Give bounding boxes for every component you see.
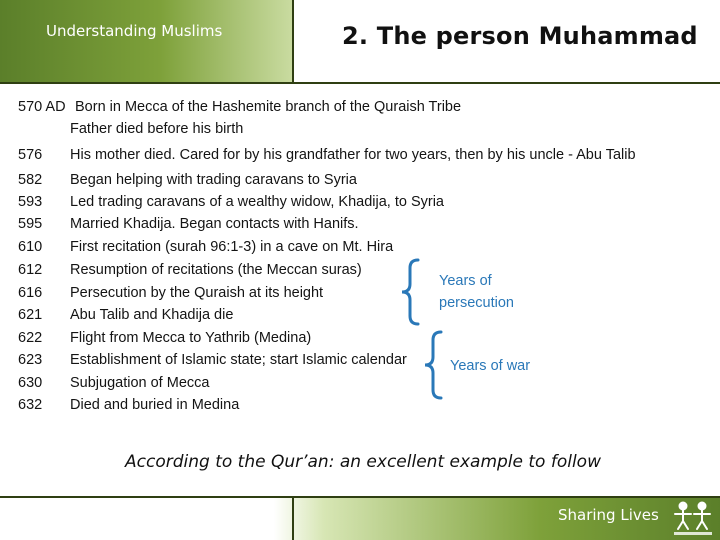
timeline-year: 621	[18, 307, 43, 323]
footer-divider	[292, 498, 294, 540]
timeline-year: 630	[18, 375, 43, 391]
timeline-year: 632	[18, 397, 43, 413]
war-brace-icon	[421, 330, 447, 400]
persecution-label-line1: Years of	[439, 273, 492, 289]
timeline-event: Abu Talib and Khadija die	[70, 307, 234, 323]
timeline-year: 593	[18, 194, 43, 210]
timeline-year: 612	[18, 262, 43, 278]
persecution-label-line2: persecution	[439, 295, 514, 311]
course-title: Understanding Muslims	[46, 22, 223, 40]
timeline-event: Establishment of Islamic state; start Islamic calendar	[70, 352, 407, 368]
timeline-event: Led trading caravans of a wealthy widow, Khadija, to Syria	[70, 194, 444, 210]
timeline-event: Subjugation of Mecca	[70, 375, 210, 391]
header-banner	[0, 0, 292, 82]
header-rule	[0, 82, 720, 84]
war-label: Years of war	[450, 358, 531, 374]
timeline-year: 610	[18, 239, 43, 255]
timeline-year: 616	[18, 285, 43, 301]
timeline-event: Born in Mecca of the Hashemite branch of the Quraish Tribe	[75, 99, 462, 115]
timeline-event: Married Khadija. Began contacts with Hanifs.	[70, 216, 359, 232]
timeline-event: First recitation (surah 96:1-3) in a cave on Mt. Hira	[70, 239, 394, 255]
timeline-year: 582	[18, 172, 43, 188]
timeline-year: 623	[18, 352, 43, 368]
timeline-year: 595	[18, 216, 43, 232]
timeline-event: His mother died. Cared for by his grandfather for two years, then by his uncle - Abu Talib	[70, 147, 636, 163]
persecution-brace-icon	[398, 258, 424, 326]
timeline-event: Father died before his birth	[70, 121, 244, 137]
timeline-year: 576	[18, 147, 43, 163]
timeline-event: Persecution by the Quraish at its height	[70, 285, 324, 301]
stick-figures-logo-icon	[670, 500, 716, 538]
timeline-event: Flight from Mecca to Yathrib (Medina)	[70, 330, 312, 346]
timeline-year: 622	[18, 330, 43, 346]
timeline-event: Died and buried in Medina	[70, 397, 240, 413]
timeline-event: Resumption of recitations (the Meccan suras)	[70, 262, 362, 278]
page-title: 2. The person Muhammad	[342, 22, 698, 50]
persecution-label	[439, 270, 514, 314]
header-divider	[292, 0, 294, 82]
timeline-event: Began helping with trading caravans to Syria	[70, 172, 357, 188]
quran-quote: According to the Qur’an: an excellent example to follow	[125, 452, 601, 472]
timeline-year: 570 AD	[18, 99, 66, 115]
footer-brand: Sharing Lives	[558, 506, 659, 524]
